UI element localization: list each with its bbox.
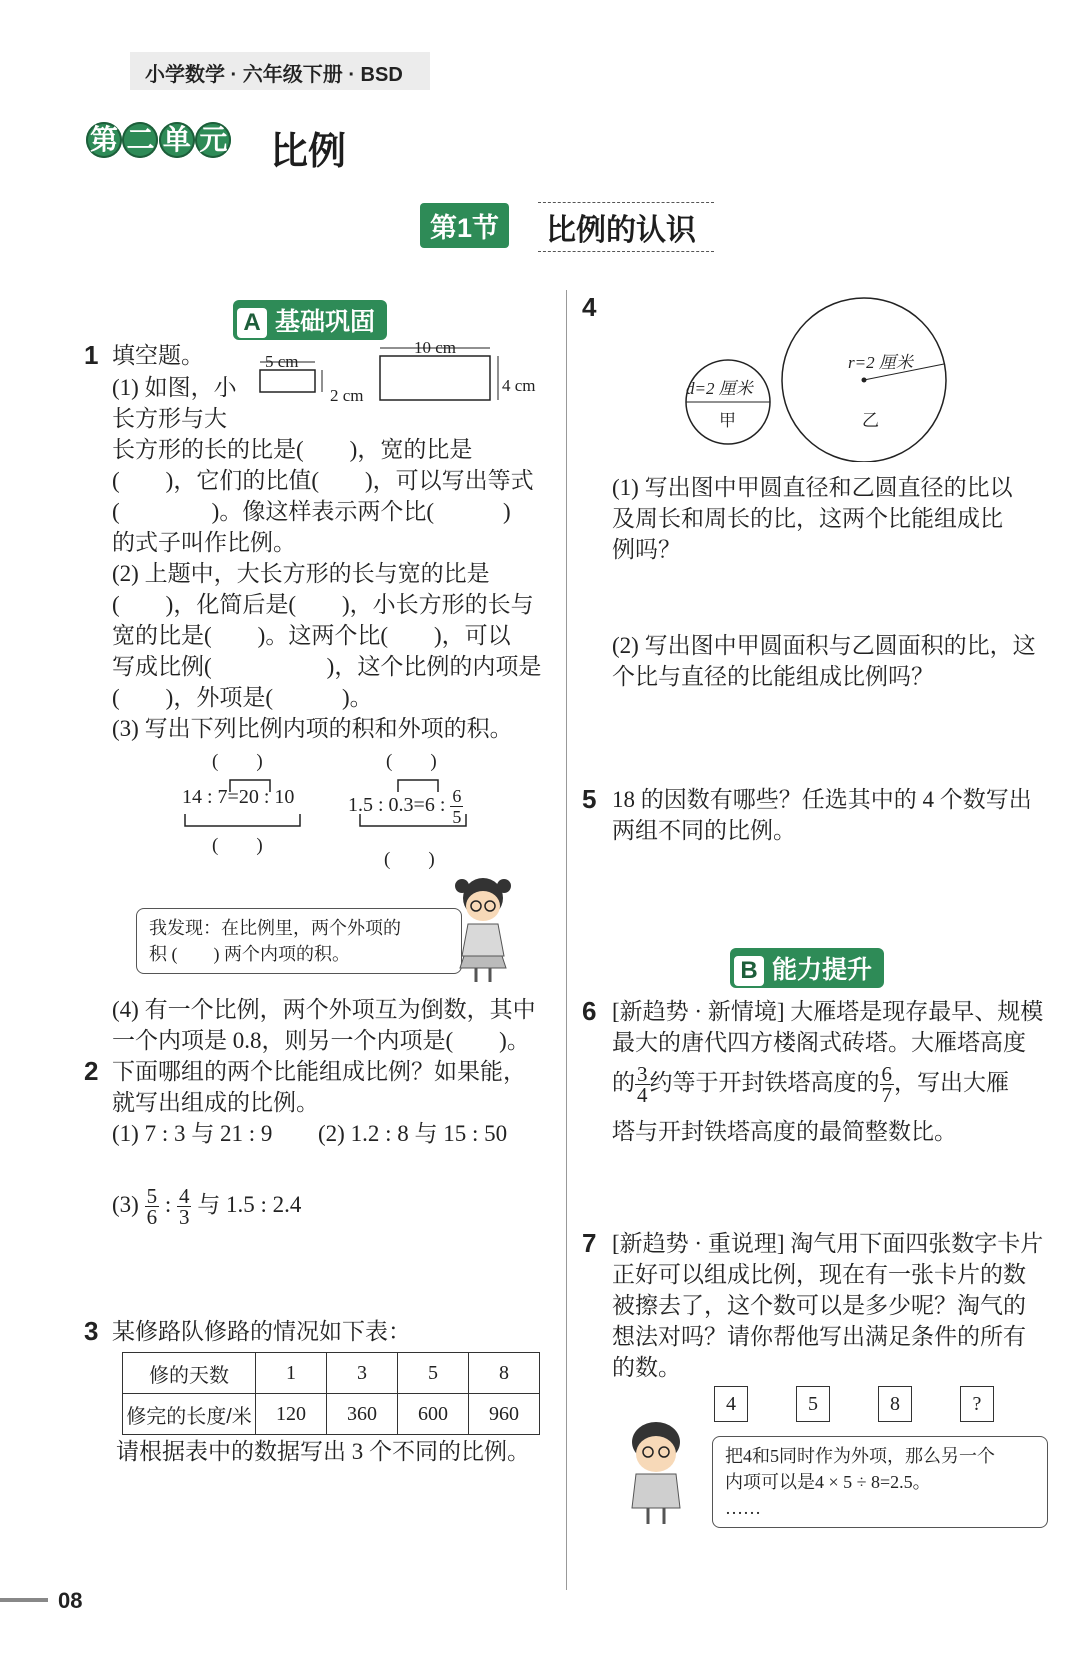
part-a-letter: A (237, 308, 267, 338)
unit-chip: 元 (195, 122, 231, 158)
table-cell: 960 (469, 1394, 540, 1435)
rect-small-width: 5 cm (265, 352, 299, 371)
question-number: 5 (582, 784, 597, 814)
rect-big-height: 4 cm (502, 376, 536, 395)
q2-item: (2) 1.2 : 8 与 15 : 50 (318, 1121, 508, 1146)
page-number: 08 (58, 1588, 83, 1613)
bubble-line: …… (725, 1498, 761, 1518)
proportion-eq1: 14 : 7=20 : 10 (182, 786, 295, 808)
q1-text: ( )，它们的比值( )，可以写出等式 (112, 468, 534, 493)
q6-text (612, 1064, 1009, 1105)
discovery-bubble (136, 908, 462, 974)
frac-top: 6 (452, 786, 462, 806)
boy-illustration (618, 1416, 698, 1526)
footer-mark (0, 1598, 48, 1602)
q1-title: 填空题。 (112, 343, 204, 368)
question-number: 3 (84, 1316, 99, 1346)
q6-text: 塔与开封铁塔高度的最简整数比。 (612, 1119, 957, 1144)
circle-b-label: r=2 厘米 (848, 353, 913, 372)
number-card: 8 (878, 1386, 912, 1422)
text-part: ，写出大雁 (894, 1069, 1009, 1095)
q1-text: (1) 如图，小 (112, 375, 237, 400)
question-number: 6 (582, 996, 597, 1026)
q6-text: [新趋势 · 新情境] 大雁塔是现存最早、规模 (612, 999, 1044, 1024)
bubble-line: 内项可以是4 × 5 ÷ 8=2.5。 (725, 1472, 931, 1492)
question-number: 7 (582, 1228, 597, 1258)
table-row (123, 1394, 540, 1435)
unit-name: 比例 (270, 131, 347, 173)
q7-text: [新趋势 · 重说理] 淘气用下面四张数字卡片 (612, 1231, 1044, 1256)
frac-bottom: 5 (452, 807, 462, 827)
rect-small-height: 2 cm (330, 386, 364, 405)
part-b-letter: B (734, 956, 764, 986)
unit-chip: 二 (122, 122, 158, 158)
table-cell: 600 (398, 1394, 469, 1435)
number-card: 5 (796, 1386, 830, 1422)
road-table (122, 1352, 540, 1435)
column-divider (566, 290, 567, 1590)
item-prefix: (3) (112, 1191, 139, 1217)
q4-text: (2) 写出图中甲圆面积与乙圆面积的比，这 (612, 633, 1036, 658)
row-header: 修的天数 (123, 1353, 256, 1394)
q5-text: 两组不同的比例。 (612, 818, 796, 843)
q1-text: ( )，化简后是( )，小长方形的长与 (112, 592, 534, 617)
thought-bubble (712, 1436, 1048, 1528)
answer-blank[interactable]: ( ) (386, 751, 437, 772)
frac-top: 4 (178, 1184, 190, 1208)
fraction (880, 1064, 895, 1105)
q1-text: (2) 上题中，大长方形的长与宽的比是 (112, 561, 490, 586)
table-cell: 3 (327, 1353, 398, 1394)
number-card: 4 (714, 1386, 748, 1422)
q1-text: (3) 写出下列比例内项的积和外项的积。 (112, 716, 513, 741)
section-name: 比例的认识 (538, 202, 714, 252)
bubble-line: 把4和5同时作为外项，那么另一个 (725, 1446, 995, 1466)
eq2-fraction (450, 786, 463, 827)
bubble-line: 积 ( ) 两个内项的积。 (149, 944, 350, 964)
row-header: 修完的长度/米 (123, 1394, 256, 1435)
fraction (145, 1186, 160, 1227)
item-suffix: 与 1.5 : 2.4 (197, 1191, 302, 1217)
section-tag: 第1节 (420, 203, 509, 248)
part-b-label: 能力提升 (772, 956, 873, 984)
eq2-prefix: 1.5 : 0.3=6 : (348, 794, 446, 817)
q2-item (112, 1186, 301, 1227)
fraction (635, 1064, 650, 1105)
q7-text: 的数。 (612, 1355, 681, 1380)
q1-text: 一个内项是 0.8，则另一个内项是( )。 (112, 1028, 530, 1053)
q2-item: (1) 7 : 3 与 21 : 9 (112, 1121, 273, 1146)
proportion-eq2 (348, 786, 463, 827)
part-a-heading (233, 300, 387, 340)
q1-text: 宽的比是( )。这两个比( )，可以 (112, 623, 511, 648)
table-cell: 5 (398, 1353, 469, 1394)
bubble-line: 我发现：在比例里，两个外项的 (149, 918, 401, 938)
part-a-label: 基础巩固 (275, 308, 376, 336)
q7-text: 正好可以组成比例，现在有一张卡片的数 (612, 1262, 1026, 1287)
question-number: 4 (582, 292, 597, 322)
q4-text: (1) 写出图中甲圆直径和乙圆直径的比以 (612, 475, 1013, 500)
q5-text: 18 的因数有哪些？任选其中的 4 个数写出 (612, 787, 1032, 812)
q4-text: 例吗？ (612, 537, 681, 562)
q2-text: 就写出组成的比例。 (112, 1090, 319, 1115)
book-title: 小学数学 · 六年级下册 · BSD (145, 64, 403, 86)
q2-text: 下面哪组的两个比能组成比例？如果能， (112, 1059, 526, 1084)
table-cell: 120 (256, 1394, 327, 1435)
q1-text: 长方形的长的比是( )，宽的比是 (112, 437, 473, 462)
table-cell: 1 (256, 1353, 327, 1394)
table-row (123, 1353, 540, 1394)
q3-ask: 请根据表中的数据写出 3 个不同的比例。 (116, 1439, 530, 1464)
circle-b-name: 乙 (862, 411, 879, 430)
q1-text: 长方形与大 (112, 406, 227, 431)
frac-top: 5 (146, 1184, 158, 1208)
fraction (177, 1186, 192, 1227)
q7-text: 被擦去了，这个数可以是多少呢？淘气的 (612, 1293, 1026, 1318)
answer-blank[interactable]: ( ) (384, 849, 435, 870)
answer-blank[interactable]: ( ) (212, 751, 263, 772)
part-b-heading (730, 948, 884, 988)
frac-bottom: 3 (178, 1205, 190, 1229)
frac-bottom: 6 (146, 1205, 158, 1229)
text-part: 的 (612, 1069, 635, 1095)
question-number: 1 (84, 340, 99, 370)
frac-top: 3 (637, 1062, 648, 1086)
circle-a-name: 甲 (719, 411, 736, 430)
answer-blank[interactable]: ( ) (212, 835, 263, 856)
number-card: ? (960, 1386, 994, 1422)
unit-title (86, 122, 227, 158)
big-rectangle (380, 356, 490, 400)
frac-bottom: 4 (637, 1083, 648, 1107)
q7-text: 想法对吗？请你帮他写出满足条件的所有 (612, 1324, 1026, 1349)
rect-big-width: 10 cm (414, 338, 457, 357)
question-number: 2 (84, 1056, 99, 1086)
table-cell: 360 (327, 1394, 398, 1435)
frac-top: 6 (881, 1062, 892, 1086)
q3-text: 某修路队修路的情况如下表： (112, 1319, 411, 1344)
small-rectangle (260, 370, 315, 392)
unit-chip: 第 (86, 122, 122, 158)
unit-chip: 单 (159, 122, 195, 158)
q1-text: (4) 有一个比例，两个外项互为倒数，其中 (112, 997, 536, 1022)
q1-text: ( )。像这样表示两个比( ) (112, 499, 511, 524)
q6-text: 最大的唐代四方楼阁式砖塔。大雁塔高度 (612, 1030, 1026, 1055)
frac-bottom: 7 (881, 1083, 892, 1107)
colon: : (164, 1191, 172, 1217)
girl-illustration (448, 876, 518, 986)
q1-text: 的式子叫作比例。 (112, 530, 296, 555)
q1-text: ( )，外项是( )。 (112, 685, 373, 710)
q4-text: 及周长和周长的比，这两个比能组成比 (612, 506, 1003, 531)
text-part: 约等于开封铁塔高度的 (649, 1069, 880, 1095)
circle-a-label: d=2 厘米 (686, 379, 753, 398)
table-cell: 8 (469, 1353, 540, 1394)
q1-text: 写成比例( )，这个比例的内项是 (112, 654, 542, 679)
q4-text: 个比与直径的比能组成比例吗？ (612, 664, 934, 689)
